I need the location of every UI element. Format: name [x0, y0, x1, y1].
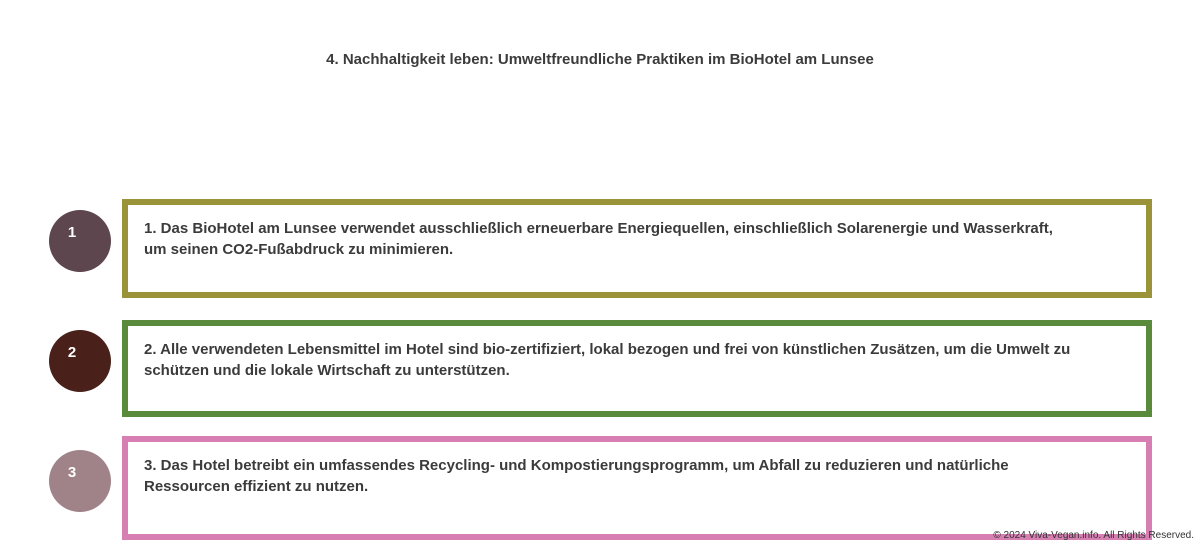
item-text: 1. Das BioHotel am Lunsee verwendet ausschließlich erneuerbare Energiequellen, einschließlich Solarenergie und Wasserkraft, um seinen CO2-Fußabdruck zu minimieren.	[144, 220, 1053, 258]
item-box	[122, 320, 1152, 417]
item-box	[122, 199, 1152, 298]
slide-title: 4. Nachhaltigkeit leben: Umweltfreundliche Praktiken im BioHotel am Lunsee	[326, 51, 874, 68]
item-text: 3. Das Hotel betreibt ein umfassendes Recycling- und Kompostierungsprogramm, um Abfall zu reduzieren und natürliche Ressourcen effizient zu nutzen.	[144, 457, 1009, 495]
item-number-badge	[49, 330, 111, 392]
item-number: 3	[67, 463, 77, 481]
item-number-badge	[49, 210, 111, 272]
item-text: 2. Alle verwendeten Lebensmittel im Hotel sind bio-zertifiziert, lokal bezogen und frei von künstlichen Zusätzen, um die Umwelt zu schützen und die lokale Wirtschaft zu unterstützen.	[144, 341, 1071, 379]
item-number: 1	[67, 223, 77, 241]
item-box	[122, 436, 1152, 540]
copyright-notice: © 2024 Viva-Vegan.info. All Rights Reserved.	[993, 530, 1194, 541]
item-number-badge	[49, 450, 111, 512]
item-number: 2	[67, 343, 77, 361]
